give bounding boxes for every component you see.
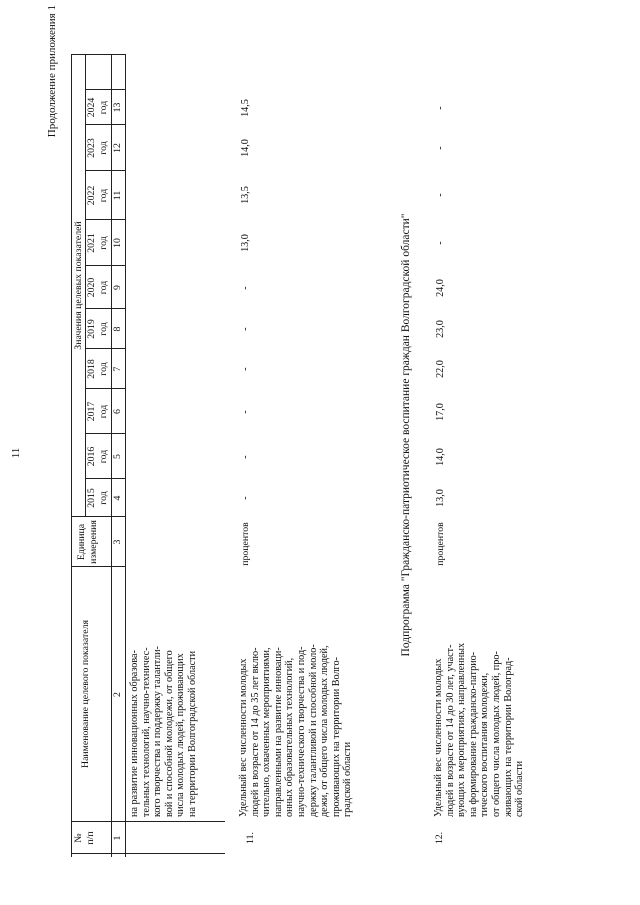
year-2020: 2020 год: [86, 277, 109, 298]
row-12-value: -: [435, 241, 446, 245]
row-12-value: -: [435, 146, 446, 150]
row-12-value: 23,0: [435, 320, 446, 338]
year-2017: 2017 год: [86, 401, 109, 422]
row-12-value: 24,0: [435, 279, 446, 297]
row-11-value: -: [240, 286, 251, 290]
colnum-3: 3: [112, 539, 123, 545]
colnum-9: 9: [112, 285, 123, 290]
row-11-value: -: [240, 455, 251, 459]
year-2024: 2024 год: [86, 97, 109, 118]
year-2021: 2021 год: [86, 233, 109, 253]
row-12-name: Удельный вес численности молодых людей в возрасте от 14 до 30 лет, участ- вующих в мероприятиях, направленных на формирование гражданско-патрио- тического воспитания молодежи, от общего числа молодых людей, про- живающих на территории Волоград- ской области: [433, 642, 526, 817]
row-11-value: 13,0: [240, 234, 251, 252]
header-values-group: Значения целевых показателей: [73, 221, 84, 350]
row-continued-name: на развитие инновационных образова- тельных технологий, научно-техничес- кого творчества и поддержку талантли- вой и способной молодежи, от общего числа молодых людей, проживающих на территории Волгоградской области: [129, 646, 198, 817]
row-11-value: 13,5: [240, 186, 251, 204]
row-12-value: 22,0: [435, 360, 446, 378]
row-11-value: -: [240, 496, 251, 500]
row-11-value: 14,0: [240, 139, 251, 157]
header-unit: Единица измерения: [76, 520, 99, 564]
colnum-12: 12: [112, 143, 123, 153]
row-11-value: -: [240, 367, 251, 371]
row-12-value: 14,0: [435, 448, 446, 466]
row-11-name: Удельный вес численности молодых людей в возрасте от 14 до 35 лет вклю- чительно, охваченных мероприятиями, направленными на развитие инноваци- онных образовательных технологий, научно-технического творчества и под- держку талантливой и способной моло- дежи, от общего числа молодых людей, проживающих на территории Волго- градской области: [238, 644, 354, 817]
colnum-13: 13: [112, 102, 123, 113]
year-2018: 2018 год: [86, 359, 109, 379]
year-2019: 2019 год: [86, 319, 109, 339]
year-2022: 2022 год: [86, 185, 109, 206]
year-2015: 2015 год: [86, 488, 109, 508]
colnum-6: 6: [112, 409, 123, 414]
row-11-num: 11.: [245, 832, 256, 844]
colnum-7: 7: [112, 366, 123, 372]
continuation-label: Продолжение приложения 1: [46, 5, 58, 138]
row-12-value: -: [435, 106, 446, 110]
colnum-11: 11: [112, 190, 123, 201]
row-12-value: -: [435, 193, 446, 197]
colnum-4: 4: [112, 495, 123, 501]
colnum-8: 8: [112, 326, 123, 332]
page-number: 11: [10, 447, 22, 459]
row-11-value: 14,5: [240, 99, 251, 117]
colnum-5: 5: [112, 454, 123, 459]
row-11-value: -: [240, 410, 251, 414]
colnum-10: 10: [112, 238, 123, 248]
row-12-value: 13,0: [435, 489, 446, 507]
row-11-unit: процентов: [240, 522, 251, 566]
subprogram-title: Подпрограмма "Гражданско-патриотическое воспитание граждан Волгоградской области": [400, 213, 412, 657]
header-name: Наименование целевого показателя: [80, 620, 91, 768]
year-2023: 2023 год: [86, 138, 109, 158]
row-12-unit: процентов: [435, 522, 446, 566]
row-12-value: 17,0: [435, 403, 446, 421]
colnum-2: 2: [112, 692, 123, 697]
colnum-1: 1: [112, 835, 123, 841]
row-12-num: 12.: [434, 831, 445, 845]
header-num: № п/п: [73, 831, 96, 845]
year-2016: 2016 год: [86, 446, 109, 467]
row-11-value: -: [240, 327, 251, 331]
